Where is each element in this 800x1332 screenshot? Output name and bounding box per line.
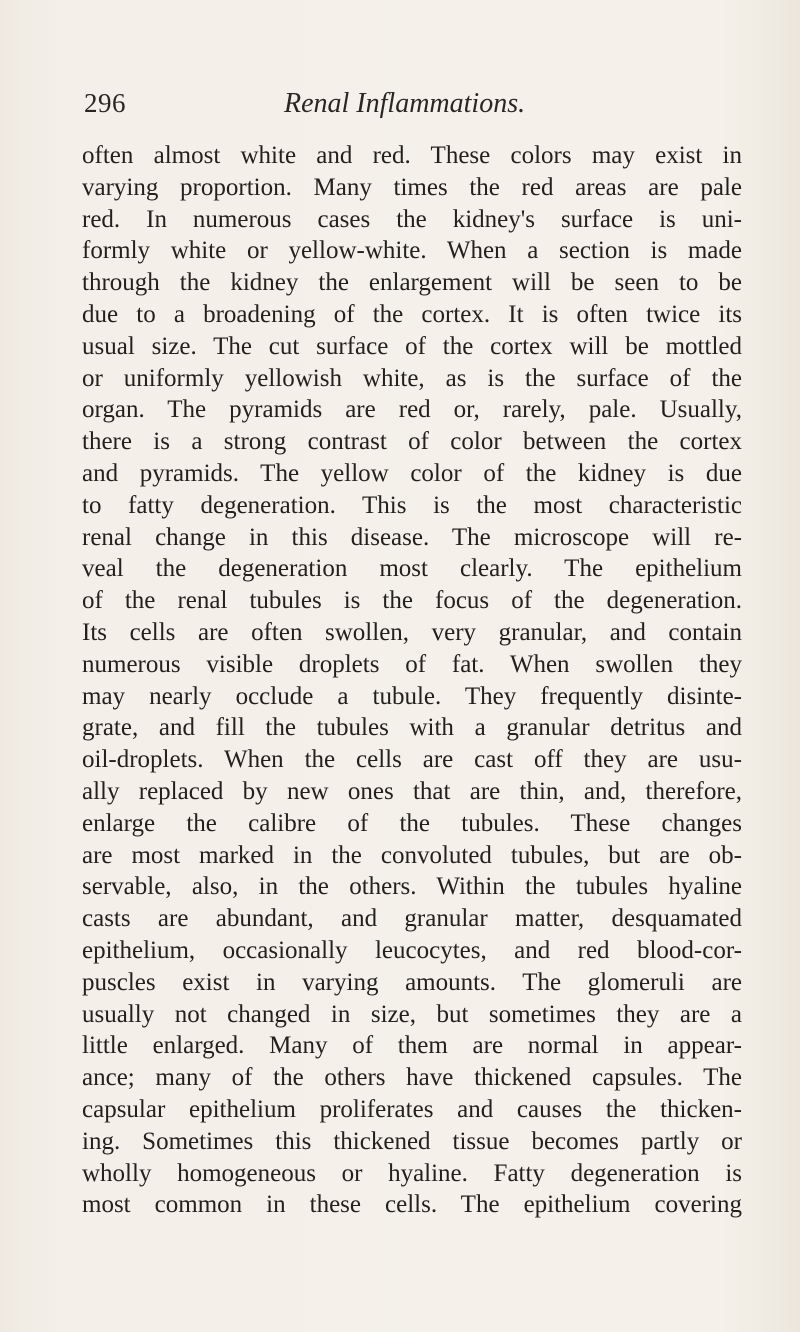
text-line: formly white or yellow-white. When a section is made xyxy=(82,237,742,265)
text-line: due to a broadening of the cortex. It is often twice its xyxy=(82,300,742,328)
text-line: or uniformly yellowish white, as is the surface of the xyxy=(82,364,742,392)
page-number: 296 xyxy=(84,88,126,118)
text-line: oil-droplets. When the cells are cast off they are usu- xyxy=(82,746,742,774)
text-line: ally replaced by new ones that are thin, and, therefore, xyxy=(82,777,742,805)
text-line: of the renal tubules is the focus of the degeneration. xyxy=(82,587,742,615)
text-line: may nearly occlude a tubule. They frequently disinte- xyxy=(82,682,742,710)
text-line: casts are abundant, and granular matter, desquamated xyxy=(82,905,742,933)
text-line: varying proportion. Many times the red areas are pale xyxy=(82,173,742,201)
text-line: most common in these cells. The epithelium covering xyxy=(82,1191,742,1219)
text-line: there is a strong contrast of color between the cortex xyxy=(82,428,742,456)
text-line: usual size. The cut surface of the cortex will be mottled xyxy=(82,332,742,360)
page-header xyxy=(84,88,734,128)
running-title: Renal Inflammations. xyxy=(284,88,526,119)
text-line: Its cells are often swollen, very granular, and contain xyxy=(82,618,742,646)
text-line: capsular epithelium proliferates and causes the thicken- xyxy=(82,1095,742,1123)
text-line: and pyramids. The yellow color of the kidney is due xyxy=(82,459,742,487)
text-line: organ. The pyramids are red or, rarely, pale. Usually, xyxy=(82,396,742,424)
text-line: numerous visible droplets of fat. When swollen they xyxy=(82,650,742,678)
text-line: through the kidney the enlargement will be seen to be xyxy=(82,269,742,297)
text-line: wholly homogeneous or hyaline. Fatty degeneration is xyxy=(82,1159,742,1187)
text-line: ing. Sometimes this thickened tissue becomes partly or xyxy=(82,1127,742,1155)
text-line: ance; many of the others have thickened capsules. The xyxy=(82,1064,742,1092)
text-line: veal the degeneration most clearly. The epithelium xyxy=(82,555,742,583)
text-line: are most marked in the convoluted tubules, but are ob- xyxy=(82,841,742,869)
text-line: grate, and fill the tubules with a granular detritus and xyxy=(82,714,742,742)
text-line: puscles exist in varying amounts. The glomeruli are xyxy=(82,968,742,996)
body-text xyxy=(82,140,742,1221)
text-line: often almost white and red. These colors may exist in xyxy=(82,142,742,169)
text-line: servable, also, in the others. Within the tubules hyaline xyxy=(82,873,742,901)
text-line: enlarge the calibre of the tubules. These changes xyxy=(82,809,742,837)
text-line: usually not changed in size, but sometimes they are a xyxy=(82,1000,742,1028)
text-line: red. In numerous cases the kidney's surface is uni- xyxy=(82,205,742,233)
text-line: little enlarged. Many of them are normal in appear- xyxy=(82,1032,742,1060)
text-line: renal change in this disease. The microscope will re- xyxy=(82,523,742,551)
text-line: to fatty degeneration. This is the most characteristic xyxy=(82,491,742,519)
text-line: epithelium, occasionally leucocytes, and red blood-cor- xyxy=(82,936,742,964)
